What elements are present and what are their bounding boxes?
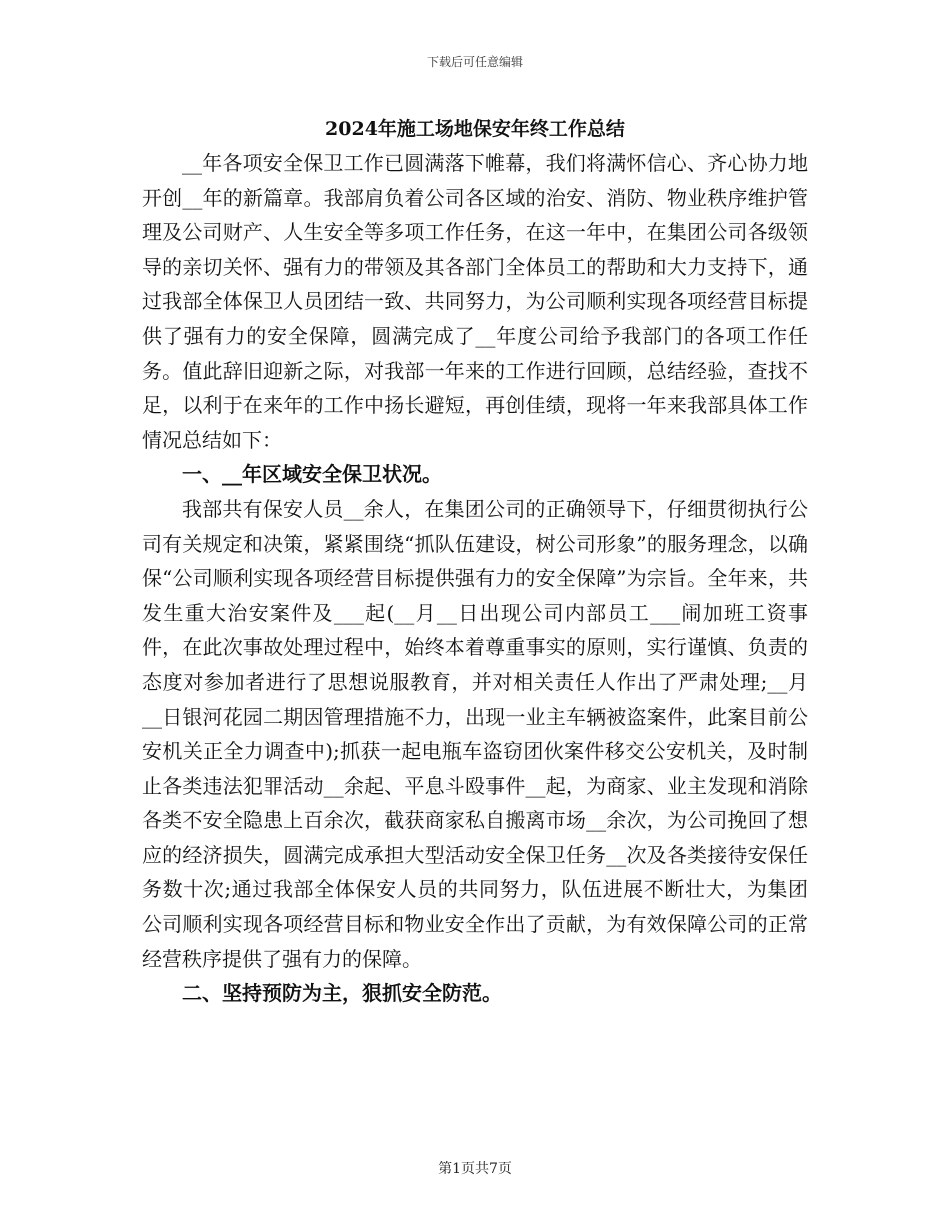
section-1-paragraph: 我部共有保安人员__余人，在集团公司的正确领导下，仔细贯彻执行公司有关规定和决策，紧紧围绕“抓队伍建设，树公司形象”的服务理念，以确保“公司顺利实现各项经营目标提供强有力的安全保障”为宗旨。全年来，共发生重大治安案件及___起(__月__日出现公司内部员工___闹加班工资事件，在此次事故处理过程中，始终本着尊重事实的原则，实行谨慎、负责的态度对参加者进行了思想说服教育，并对相关责任人作出了严肃处理;__月__日银河花园二期因管理措施不力，出现一业主车辆被盗案件，此案目前公安机关正全力调查中);抓获一起电瓶车盗窃团伙案件移交公安机关，及时制止各类违法犯罪活动__余起、平息斗殴事件__起，为商家、业主发现和消除各类不安全隐患上百余次，截获商家私自搬离市场__余次，为公司挽回了想应的经济损失，圆满完成承担大型活动安全保卫任务__次及各类接待安保任务数十次;通过我部全体保安人员的共同努力，队伍进展不断壮大，为集团公司顺利实现各项经营目标和物业安全作出了贡献，为有效保障公司的正常经营秩序提供了强有力的保障。 xyxy=(142,496,808,971)
section-1-heading: 一、__年区域安全保卫状况。 xyxy=(182,462,442,487)
intro-paragraph: __年各项安全保卫工作已圆满落下帷幕，我们将满怀信心、齐心协力地开创__年的新篇章。我部肩负着公司各区域的治安、消防、物业秩序维护管理及公司财产、人生安全等多项工作任务，在这一年中，在集团公司各级领导的亲切关怀、强有力的带领及其各部门全体员工的帮助和大力支持下，通过我部全体保卫人员团结一致、共同努力，为公司顺利实现各项经营目标提供了强有力的安全保障，圆满完成了__年度公司给予我部门的各项工作任务。值此辞旧迎新之际，对我部一年来的工作进行回顾，总结经验，查找不足，以利于在来年的工作中扬长避短，再创佳绩，现将一年来我部具体工作情况总结如下： xyxy=(142,151,808,452)
document-title: 2024年施工场地保安年终工作总结 xyxy=(325,118,625,140)
page-footer: 第1页共7页 xyxy=(438,1161,512,1177)
document-body xyxy=(142,146,808,1011)
header-note: 下载后可任意编辑 xyxy=(426,55,523,69)
section-2-heading: 二、坚持预防为主，狠抓安全防范。 xyxy=(182,981,502,1006)
